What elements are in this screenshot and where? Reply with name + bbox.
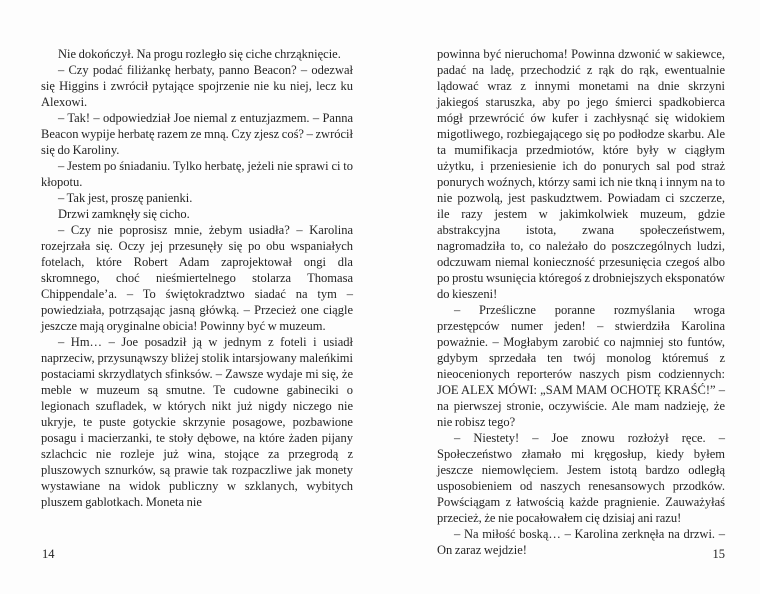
paragraph: – Hm… – Joe posadził ją w jednym z foteli i usiadł naprzeciw, przysunąwszy bliżej stolik intarsjowany maleńkimi postaciami skrzydlatych sfinksów. – Zawsze wydaje mi się, że meble w muzeum są smutne. Te cudowne gabineciki o legionach szufladek, w których nikt już nigdy niczego nie ukryje, te puste gotyckie skrzynie posagowe, pozbawione posagu i macierzanki, te stoły dębowe, na które żaden pijany szlachcic nie rozleje już wina, stojące za przegrodą z pluszowych sznurków, są prawie tak rozpaczliwe jak monety wystawiane na widok publiczny w szklanych, wybitych pluszem gablotkach. Moneta nie — [41, 335, 353, 509]
right-page-text — [437, 46, 725, 558]
paragraph: – Tak jest, proszę panienki. — [58, 191, 193, 205]
paragraph: Drzwi zamknęły się cicho. — [58, 207, 190, 221]
paragraph: Nie dokończył. Na progu rozległo się ciche chrząknięcie. — [58, 47, 341, 61]
right-page-number: 15 — [712, 547, 725, 561]
paragraph: – Prześliczne poranne rozmyślania wroga przestępców numer jeden! – stwierdziła Karolina poważnie. – Mogłabym zarobić co najmniej sto funtów, gdybym sprzedała ten twój monolog któremuś z nieocenionych reporterów naszych pism codziennych: JOE ALEX MÓWI: „SAM MAM OCHOTĘ KRAŚĆ!” – na pierwszej stronie, oczywiście. Ale mam nadzieję, że nie robisz tego? — [437, 303, 725, 429]
paragraph: – Tak! – odpowiedział Joe niemal z entuzjazmem. – Panna Beacon wypije herbatę razem ze mną. Czy zjesz coś? – zwrócił się do Karoliny. — [41, 111, 353, 157]
left-page-text — [41, 46, 353, 510]
paragraph: – Czy podać filiżankę herbaty, panno Beacon? – odezwał się Higgins i zwrócił pytające spojrzenie nie ku niej, lecz ku Alexowi. — [41, 63, 353, 109]
left-page-number: 14 — [42, 547, 55, 561]
paragraph: – Niestety! – Joe znowu rozłożył ręce. – Społeczeństwo złamało mi kręgosłup, kiedy byłem jeszcze niemowlęciem. Jestem istotą bardzo odległą usposobieniem od naszych renesansowych przodków. Powściągam z łatwością każde pragnienie. Zauważyłaś przecież, że nie pocałowałem cię dzisiaj ani razu! — [437, 431, 725, 525]
paragraph: – Czy nie poprosisz mnie, żebym usiadła? – Karolina rozejrzała się. Oczy jej przesunęły się po obu wspaniałych fotelach, które Robert Adam zaprojektował ongi dla skromnego, choć nieśmiertelnego stolarza Thomasa Chippendale’a. – To świętokradztwo siadać na tym – powiedziała, potrząsając jasną główką. – Przecież one ciągle jeszcze mają oryginalne obicia! Powinny być w muzeum. — [41, 223, 353, 333]
paragraph: powinna być nieruchoma! Powinna dzwonić w sakiewce, padać na ladę, przechodzić z rąk do rąk, ewentualnie lądować wraz z innymi monetami na dnie skrzyni jakiegoś staruszka, aby po jego śmierci spadkobierca mógł przewrócić ów kufer i zachłysnąć się widokiem migotliwego, rozbiegającego się po podłodze skarbu. Ale ta mumifikacja przedmiotów, które były w ciągłym użytku, i przeniesienie ich do ponurych sal pod straż ponurych woźnych, którzy sami ich nie tkną i innym na to nie pozwolą, jest paskudztwem. Powiadam ci szczerze, ile razy jestem w jakimkolwiek muzeum, gdzie abstrakcyjna istota, zwana społeczeństwem, nagromadziła to, co należało do poszczególnych ludzi, odczuwam niemal konieczność przesunięcia czegoś albo po prostu wsunięcia któregoś z drobniejszych eksponatów do kieszeni! — [437, 47, 725, 301]
paragraph: – Jestem po śniadaniu. Tylko herbatę, jeżeli nie sprawi ci to kłopotu. — [41, 159, 353, 189]
paragraph: – Na miłość boską… – Karolina zerknęła na drzwi. – On zaraz wejdzie! — [437, 527, 725, 557]
